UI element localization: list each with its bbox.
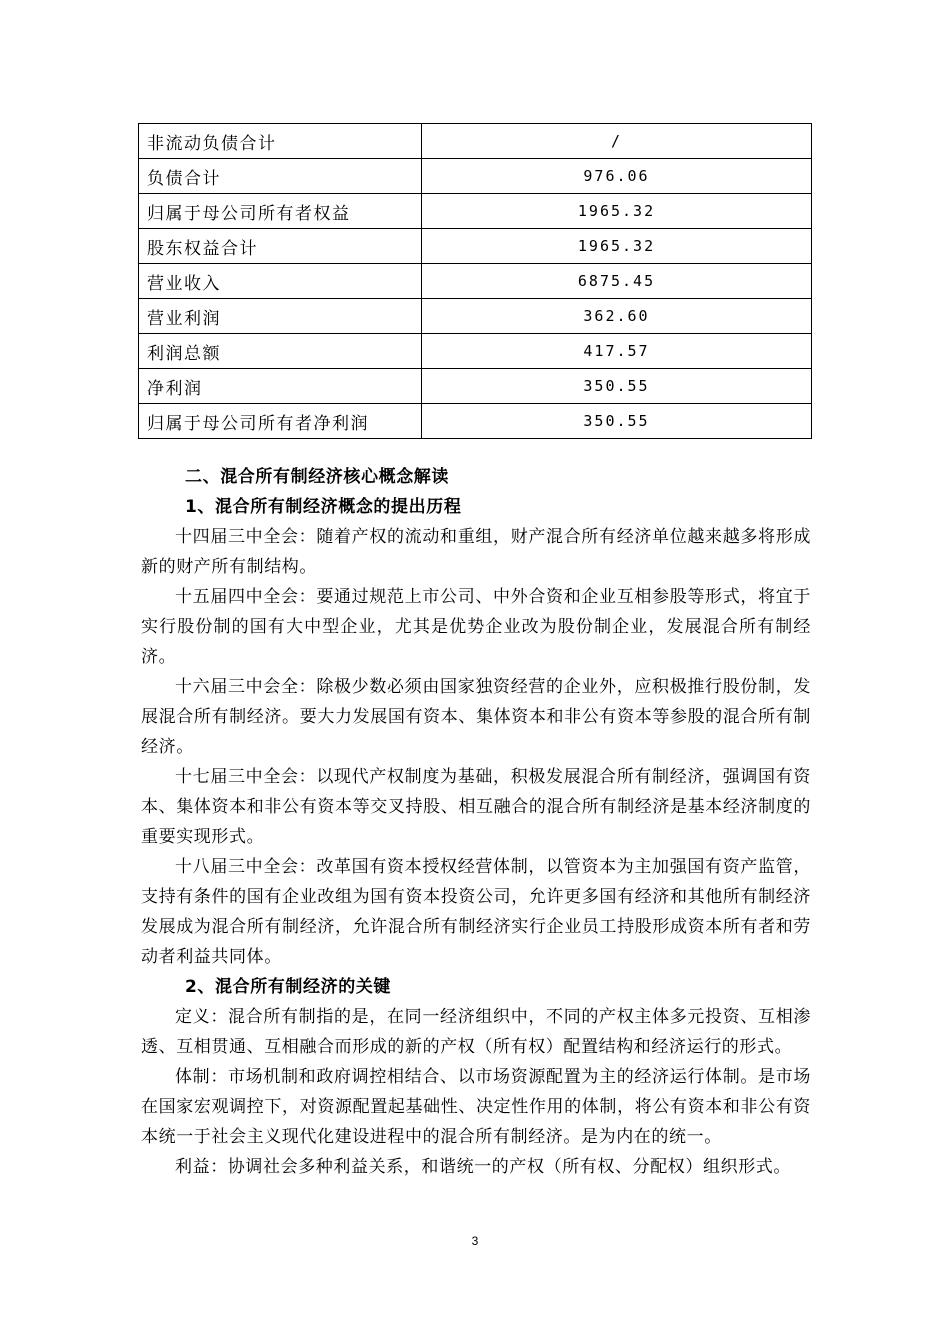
row-value: 362.60 xyxy=(422,299,812,334)
row-value: / xyxy=(422,124,812,159)
row-value: 417.57 xyxy=(422,334,812,369)
paragraph: 十四届三中全会：随着产权的流动和重组，财产混合所有经济单位越来越多将形成新的财产所有制结构。 xyxy=(141,527,811,577)
row-value: 350.55 xyxy=(422,404,812,439)
row-label: 归属于母公司所有者权益 xyxy=(139,194,422,229)
row-label: 归属于母公司所有者净利润 xyxy=(139,404,422,439)
table-row xyxy=(139,229,812,264)
paragraph: 利益：协调社会多种利益关系，和谐统一的产权（所有权、分配权）组织形式。 xyxy=(175,1157,791,1177)
page-number: 3 xyxy=(471,1234,479,1248)
table-row xyxy=(139,404,812,439)
paragraph: 体制：市场机制和政府调控相结合、以市场资源配置为主的经济运行体制。是市场在国家宏观调控下，对资源配置起基础性、决定性作用的体制，将公有资本和非公有资本统一于社会主义现代化建设进程中的混合所有制经济。是为内在的统一。 xyxy=(141,1067,811,1147)
row-value: 976.06 xyxy=(422,159,812,194)
row-label: 股东权益合计 xyxy=(139,229,422,264)
row-label: 利润总额 xyxy=(139,334,422,369)
section-heading: 二、混合所有制经济核心概念解读 xyxy=(185,467,449,487)
row-value: 6875.45 xyxy=(422,264,812,299)
row-value: 350.55 xyxy=(422,369,812,404)
row-label: 营业收入 xyxy=(139,264,422,299)
row-label: 非流动负债合计 xyxy=(139,124,422,159)
row-label: 净利润 xyxy=(139,369,422,404)
paragraph: 定义：混合所有制指的是，在同一经济组织中，不同的产权主体多元投资、互相渗透、互相贯通、互相融合而形成的新的产权（所有权）配置结构和经济运行的形式。 xyxy=(141,1007,811,1057)
financial-table xyxy=(138,123,812,439)
paragraph: 十五届四中全会：要通过规范上市公司、中外合资和企业互相参股等形式，将宜于实行股份制的国有大中型企业，尤其是优势企业改为股份制企业，发展混合所有制经济。 xyxy=(141,587,811,667)
table-row xyxy=(139,124,812,159)
row-value: 1965.32 xyxy=(422,194,812,229)
subsection-heading-history: 1、混合所有制经济概念的提出历程 xyxy=(185,497,462,517)
table-row xyxy=(139,369,812,404)
row-value: 1965.32 xyxy=(422,229,812,264)
table-row xyxy=(139,299,812,334)
table-row xyxy=(139,194,812,229)
table-row xyxy=(139,159,812,194)
table-row xyxy=(139,334,812,369)
paragraph: 十八届三中全会：改革国有资本授权经营体制，以管资本为主加强国有资产监管，支持有条件的国有企业改组为国有资本投资公司，允许更多国有经济和其他所有制经济发展成为混合所有制经济，允许混合所有制经济实行企业员工持股形成资本所有者和劳动者利益共同体。 xyxy=(141,857,811,967)
paragraph: 十六届三中会全：除极少数必须由国家独资经营的企业外，应积极推行股份制，发展混合所有制经济。要大力发展国有资本、集体资本和非公有资本等参股的混合所有制经济。 xyxy=(141,677,811,757)
table-row xyxy=(139,264,812,299)
paragraph: 十七届三中全会：以现代产权制度为基础，积极发展混合所有制经济，强调国有资本、集体资本和非公有资本等交叉持股、相互融合的混合所有制经济是基本经济制度的重要实现形式。 xyxy=(141,767,811,847)
row-label: 负债合计 xyxy=(139,159,422,194)
document-body xyxy=(141,462,811,1182)
subsection-heading-key: 2、混合所有制经济的关键 xyxy=(185,977,392,997)
row-label: 营业利润 xyxy=(139,299,422,334)
